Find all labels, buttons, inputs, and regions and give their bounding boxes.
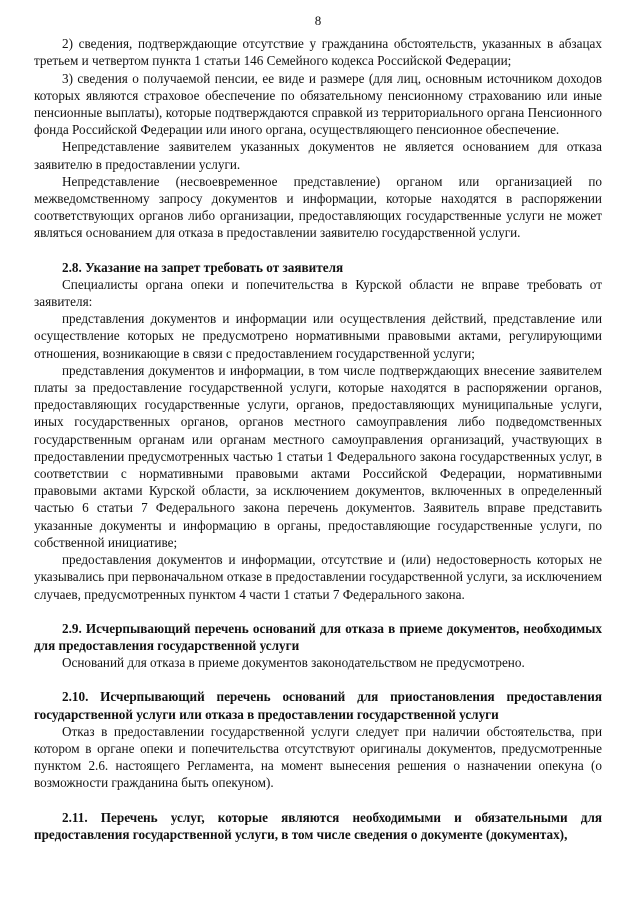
paragraph-nonsubmission-agency: Непредставление (несвоевременное представление) органом или организацией по межведомственному запросу документов и информации, которые находятся в распоряжении соответствующих органов либо организации, предоставляющих государственные услуги не может являться основанием для отказа в предоставлении заявителю государственной услуги.	[34, 173, 602, 241]
paragraph-2-8-item-3: предоставления документов и информации, отсутствие и (или) недостоверность которых не указывались при первоначальном отказе в предоставлении государственной услуги, за исключением случаев, предусмотренных пунктом 4 части 1 статьи 7 Федерального закона.	[34, 552, 602, 602]
paragraph-2-8-item-2: представления документов и информации, в том числе подтверждающих внесение заявителем платы за предоставление государственной услуги, которые находятся в распоряжении органов, предоставляющих государственные услуги, органов, предоставляющих муниципальные услуги, иных государственных органов, органов местного самоуправления либо подведомственных государственным органам или органам местного самоуправления организаций, участвующих в предоставлении предусмотренных частью 1 статьи 1 Федерального закона государственных услуг, в соответствии с нормативными правовыми актами Российской Федерации, нормативными правовыми актами Курской области, за исключением документов, включенных в определенный частью 6 статьи 7 Федерального закона перечень документов. Заявитель вправе представить указанные документы и информацию в органы, предоставляющие государственные услуги, по собственной инициативе;	[34, 362, 602, 550]
paragraph-item-3: 3) сведения о получаемой пенсии, ее виде и размере (для лиц, основным источником доходов которых являются страховое обеспечение по обязательному пенсионному страхованию или иные пенсионные выплаты), которые подтверждаются справкой из территориального органа Пенсионного фонда Российской Федерации или иного органа, осуществляющего пенсионное обеспечение.	[34, 70, 602, 138]
section-heading-2-10: 2.10. Исчерпывающий перечень оснований для приостановления предоставления государственной услуги или отказа в предоставлении государственной услуги	[34, 689, 602, 722]
paragraph-2-10: Отказ в предоставлении государственной услуги следует при наличии обстоятельства, при котором в органе опеки и попечительства отсутствуют оригиналы документов, предусмотренные пунктом 2.6. настоящего Регламента, на момент вынесения решения о назначении опекуна (о возможности гражданина быть опекуном).	[34, 723, 602, 791]
paragraph-nonsubmission-applicant: Непредставление заявителем указанных документов не является основанием для отказа заявителю в предоставлении услуги.	[34, 139, 602, 172]
paragraph-2-8-intro: Специалисты органа опеки и попечительства в Курской области не вправе требовать от заявителя:	[34, 276, 602, 310]
document-page	[34, 12, 602, 843]
paragraph-2-8-item-1: представления документов и информации или осуществления действий, представление или осуществление которых не предусмотрено нормативными правовыми актами, регулирующими отношения, возникающие в связи с предоставлением государственной услуги;	[34, 311, 602, 361]
paragraph-2-9: Оснований для отказа в приеме документов законодательством не предусмотрено.	[62, 655, 525, 671]
spacer	[34, 242, 602, 259]
section-heading-2-8: 2.8. Указание на запрет требовать от заявителя	[62, 259, 344, 275]
section-heading-2-9: 2.9. Исчерпывающий перечень оснований для отказа в приеме документов, необходимых для предоставления государственной услуги	[34, 620, 602, 653]
spacer	[34, 792, 602, 809]
paragraph-item-2: 2) сведения, подтверждающие отсутствие у гражданина обстоятельств, указанных в абзацах третьем и четвертом пункта 1 статьи 146 Семейного кодекса Российской Федерации;	[34, 36, 602, 69]
section-heading-2-11: 2.11. Перечень услуг, которые являются необходимыми и обязательными для предоставления государственной услуги, в том числе сведения о документе (документах),	[34, 809, 602, 842]
spacer	[34, 671, 602, 688]
page-number: 8	[314, 13, 322, 28]
spacer	[34, 603, 602, 620]
